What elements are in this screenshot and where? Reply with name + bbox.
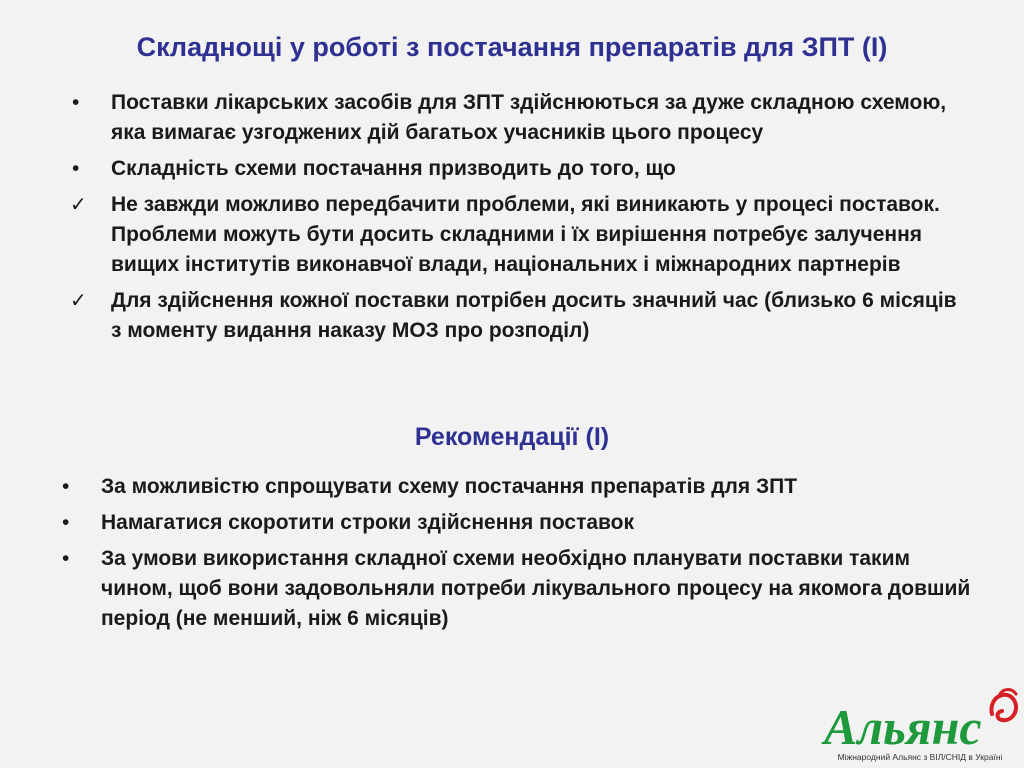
alliance-logo [820, 684, 1020, 766]
checkmark-icon: ✓ [70, 194, 87, 216]
list-item [68, 88, 968, 148]
recommendations-list [58, 472, 978, 640]
list-item-text: Поставки лікарських засобів для ЗПТ здійснюються за дуже складною схемою, яка вимагає узгоджених дій багатьох учасників цього процесу [111, 91, 947, 144]
logo-caption: Міжнародний Альянс з ВІЛ/СНІД в Україні [837, 752, 1003, 762]
bullet-icon: • [62, 511, 70, 534]
bullet-icon: • [72, 157, 80, 180]
list-item-text: Не завжди можливо передбачити проблеми, які виникають у процесі поставок. Проблеми можуть бути досить складними і їх вирішення потребує залучення вищих інститутів виконавчої влади, національних і міжнародних партнерів [111, 193, 940, 276]
bullet-icon: • [72, 91, 80, 114]
ribbon-icon [991, 695, 1016, 721]
list-item [68, 286, 968, 346]
bullet-icon: • [62, 475, 70, 498]
slide-title: Складнощі у роботі з постачання препаратів для ЗПТ (І) [136, 32, 888, 62]
recommendations-title: Рекомендації (І) [414, 423, 610, 451]
logo-wordmark: Альянс [824, 699, 982, 752]
alliance-logo-mark [820, 684, 1020, 752]
list-item-text: За можливістю спрощувати схему постачання препаратів для ЗПТ [101, 475, 798, 498]
problems-list [68, 88, 968, 352]
list-item [68, 154, 968, 184]
list-item-text: За умови використання складної схеми необхідно планувати поставки таким чином, щоб вони задовольняли потреби лікувального процесу на якомога довший період (не менший, ніж 6 місяців) [101, 547, 971, 630]
list-item [58, 544, 978, 634]
list-item-text: Складність схеми постачання призводить до того, що [111, 157, 676, 180]
list-item [68, 190, 968, 280]
list-item-text: Намагатися скоротити строки здійснення поставок [101, 511, 634, 534]
bullet-icon: • [62, 547, 70, 570]
checkmark-icon: ✓ [70, 290, 87, 312]
list-item-text: Для здійснення кожної поставки потрібен досить значний час (близько 6 місяців з моменту видання наказу МОЗ про розподіл) [111, 289, 957, 342]
list-item [58, 472, 978, 502]
list-item [58, 508, 978, 538]
